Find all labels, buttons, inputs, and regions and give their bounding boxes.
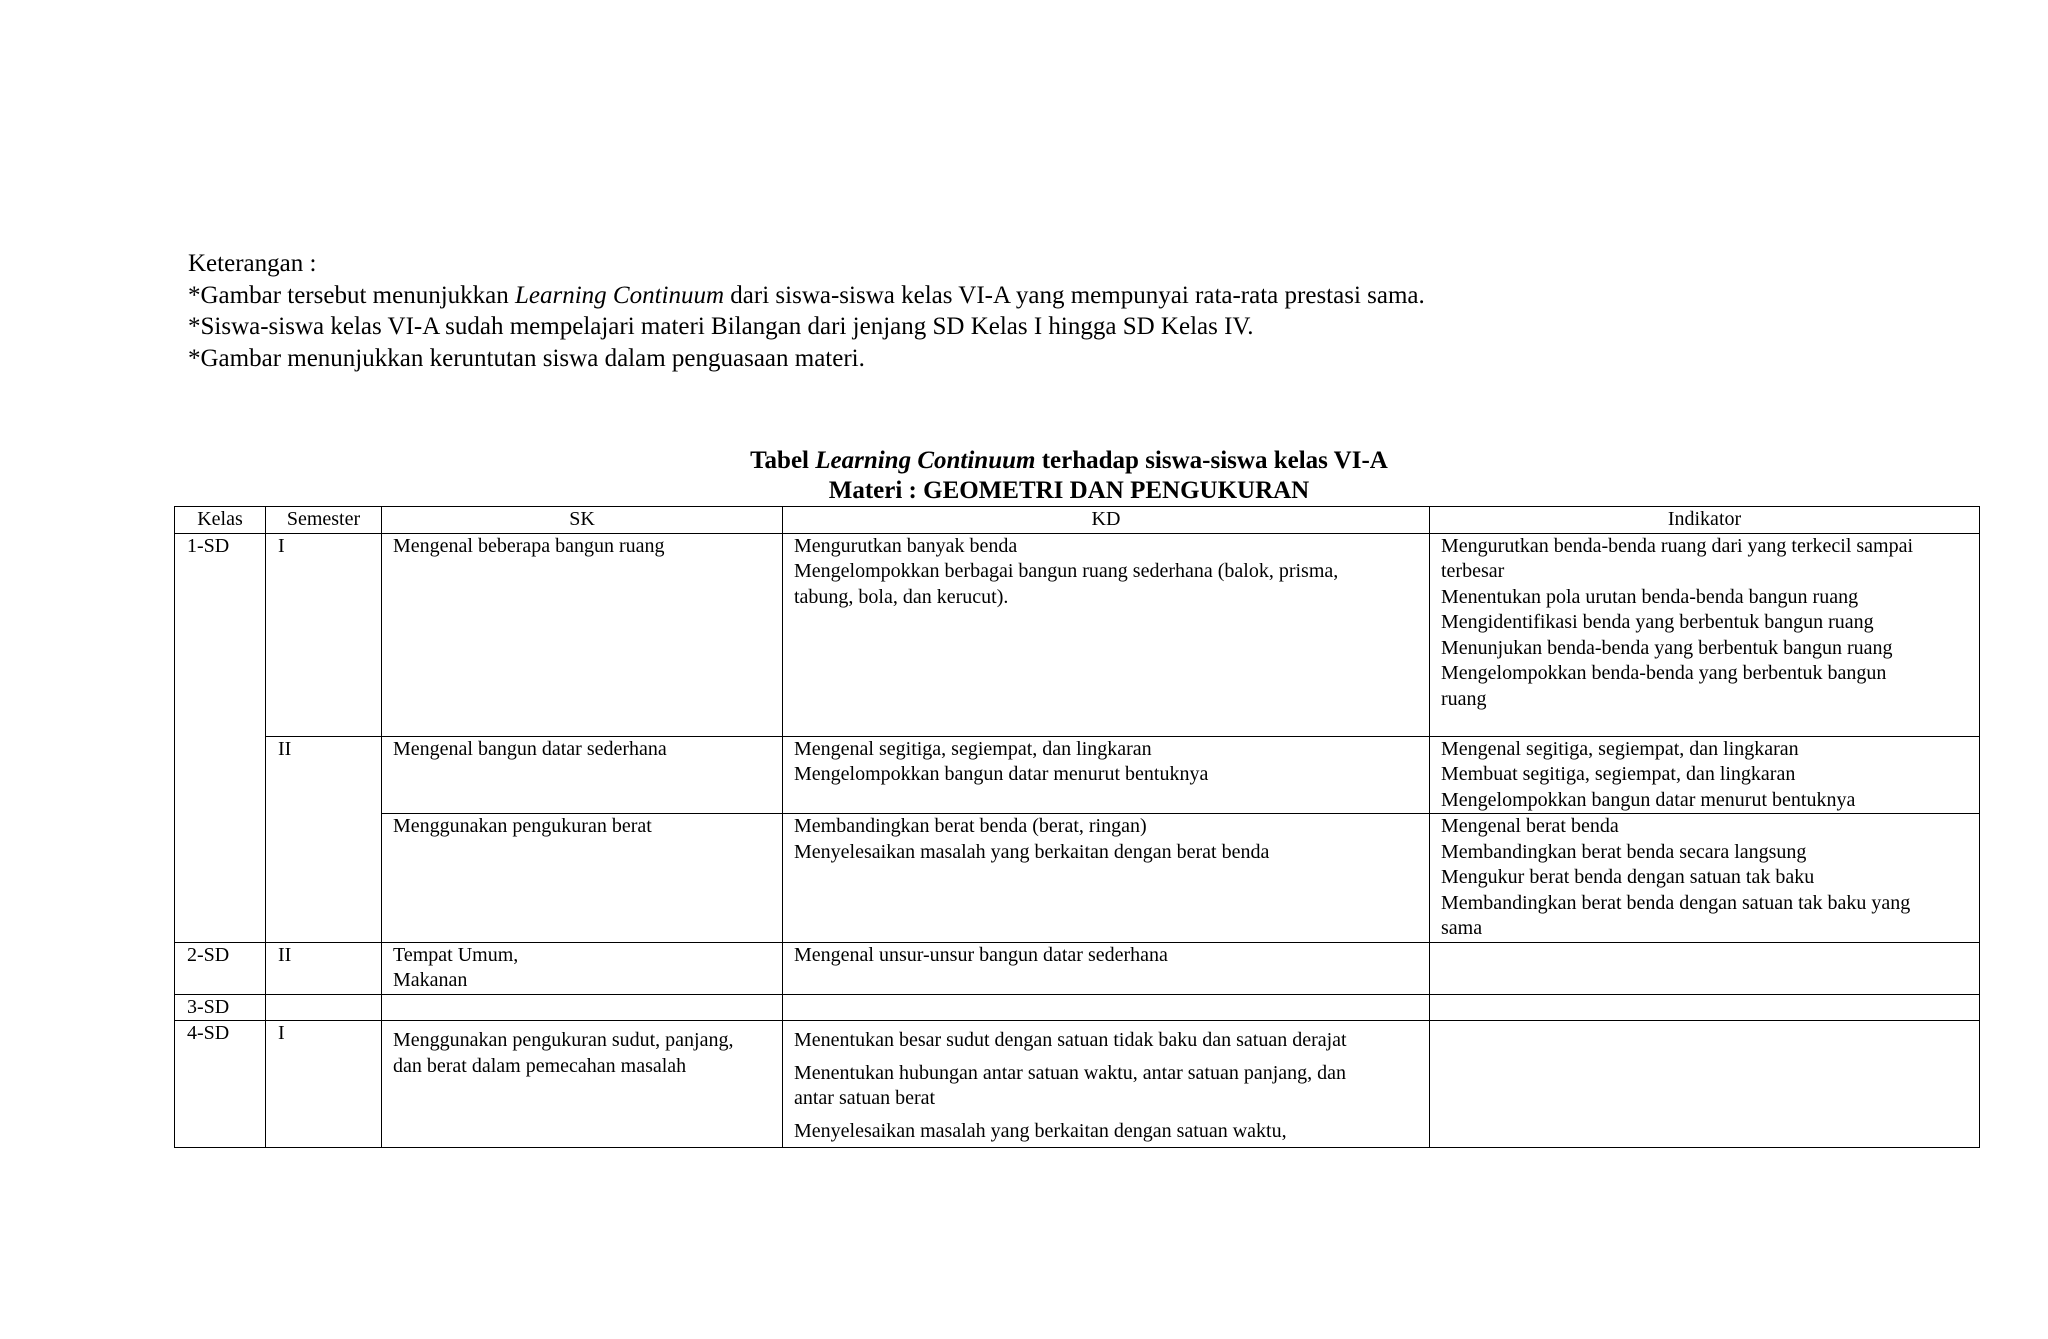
indikator-line: Mengelompokkan benda-benda yang berbentuk bangun (1441, 662, 1887, 684)
kd-line: Mengurutkan banyak benda (794, 534, 1018, 557)
indikator-line: Mengelompokkan bangun datar menurut bentuknya (1441, 788, 1856, 811)
indikator-line: sama (1441, 917, 1483, 939)
table-title-post: terhadap siswa-siswa kelas VI-A (1035, 447, 1388, 474)
table-header-row (175, 507, 1980, 534)
cell-indikator (1430, 814, 1980, 943)
cell-sk (382, 1021, 783, 1148)
cell-indikator (1430, 1021, 1980, 1148)
cell-indikator (1430, 994, 1980, 1021)
notes-line-1-italic: Learning Continuum (515, 281, 725, 309)
header-kd: KD (783, 507, 1430, 534)
cell-indikator (1430, 942, 1980, 994)
kd-line: Mengenal unsur-unsur bangun datar sederhana (794, 943, 1168, 966)
cell-kelas: 3-SD (175, 994, 266, 1021)
cell-indikator (1430, 533, 1980, 736)
kd-line: Mengenal segitiga, segiempat, dan lingkaran (794, 737, 1152, 760)
cell-kd (783, 736, 1430, 814)
table-subtitle: Materi : GEOMETRI DAN PENGUKURAN (828, 477, 1310, 504)
cell-kd (783, 814, 1430, 943)
cell-kelas: 2-SD (175, 942, 266, 994)
sk-line: Makanan (393, 969, 468, 991)
cell-sk (382, 942, 783, 994)
cell-kd (783, 942, 1430, 994)
cell-sk (382, 736, 783, 814)
notes-line-1-post: dari siswa-siswa kelas VI-A yang mempunyai rata-rata prestasi sama. (724, 281, 1425, 309)
table-title-pre: Tabel (750, 447, 816, 474)
header-sk: SK (382, 507, 783, 534)
notes-line-3: *Gambar menunjukkan keruntutan siswa dalam penguasaan materi. (188, 344, 865, 372)
table-row (175, 736, 1980, 814)
table-row (175, 942, 1980, 994)
cell-semester (266, 994, 382, 1021)
sk-line: Tempat Umum, (393, 943, 519, 966)
indikator-line: Menunjukan benda-benda yang berbentuk bangun ruang (1441, 636, 1893, 659)
cell-semester: I (266, 533, 382, 736)
kd-line: antar satuan berat (794, 1087, 936, 1109)
sk-line: Menggunakan pengukuran berat (393, 815, 652, 837)
indikator-line: Mengenal berat benda (1441, 815, 1619, 837)
kd-line: Menyelesaikan masalah yang berkaitan dengan satuan waktu, (794, 1119, 1287, 1142)
cell-kd (783, 1021, 1430, 1148)
kd-line: Membandingkan berat benda (berat, ringan) (794, 815, 1147, 837)
notes-line-1-pre: *Gambar tersebut menunjukkan (188, 281, 515, 309)
kd-line: Menyelesaikan masalah yang berkaitan dengan berat benda (794, 840, 1270, 863)
notes-heading: Keterangan : (188, 250, 317, 277)
indikator-line: Membuat segitiga, segiempat, dan lingkaran (1441, 763, 1796, 785)
cell-sk (382, 814, 783, 943)
cell-kd (783, 994, 1430, 1021)
cell-kd (783, 533, 1430, 736)
indikator-line: ruang (1441, 687, 1487, 710)
indikator-line: Mengukur berat benda dengan satuan tak baku (1441, 866, 1815, 888)
cell-semester: I (266, 1021, 382, 1148)
kd-line: Mengelompokkan berbagai bangun ruang sederhana (balok, prisma, (794, 560, 1339, 582)
table-title-italic: Learning Continuum (815, 447, 1036, 474)
indikator-line: Mengurutkan benda-benda ruang dari yang terkecil sampai (1441, 534, 1914, 557)
cell-indikator (1430, 736, 1980, 814)
sk-line: Menggunakan pengukuran sudut, panjang, (393, 1029, 734, 1051)
header-kelas: Kelas (175, 507, 266, 534)
indikator-line: Mengidentifikasi benda yang berbentuk bangun ruang (1441, 611, 1874, 633)
indikator-line: Membandingkan berat benda dengan satuan tak baku yang (1441, 891, 1911, 914)
sk-line: dan berat dalam pemecahan masalah (393, 1054, 687, 1077)
indikator-line: Menentukan pola urutan benda-benda bangun ruang (1441, 585, 1859, 608)
kd-line: Mengelompokkan bangun datar menurut bentuknya (794, 763, 1209, 785)
kd-line: Menentukan hubungan antar satuan waktu, antar satuan panjang, dan (794, 1061, 1347, 1084)
sk-line: Mengenal bangun datar sederhana (393, 737, 667, 760)
notes-line-1 (188, 280, 1888, 312)
indikator-line: Membandingkan berat benda secara langsung (1441, 840, 1807, 863)
cell-semester: II (266, 736, 382, 942)
table-row (175, 994, 1980, 1021)
notes-block (188, 248, 1888, 374)
cell-sk (382, 994, 783, 1021)
cell-kelas: 4-SD (175, 1021, 266, 1148)
sk-line: Mengenal beberapa bangun ruang (393, 534, 665, 557)
cell-sk (382, 533, 783, 736)
table-row (175, 533, 1980, 736)
kd-line: Menentukan besar sudut dengan satuan tidak baku dan satuan derajat (794, 1029, 1347, 1051)
cell-semester: II (266, 942, 382, 994)
cell-kelas: 1-SD (175, 533, 266, 942)
table-title (174, 446, 1964, 476)
indikator-line: terbesar (1441, 560, 1505, 582)
header-semester: Semester (266, 507, 382, 534)
learning-continuum-table (174, 506, 1980, 1148)
table-row (175, 814, 1980, 943)
table-row (175, 1021, 1980, 1148)
notes-line-2: *Siswa-siswa kelas VI-A sudah mempelajari materi Bilangan dari jenjang SD Kelas I hingga SD Kelas IV. (188, 313, 1254, 340)
kd-line: tabung, bola, dan kerucut). (794, 585, 1009, 608)
header-indikator: Indikator (1430, 507, 1980, 534)
indikator-line: Mengenal segitiga, segiempat, dan lingkaran (1441, 737, 1799, 760)
